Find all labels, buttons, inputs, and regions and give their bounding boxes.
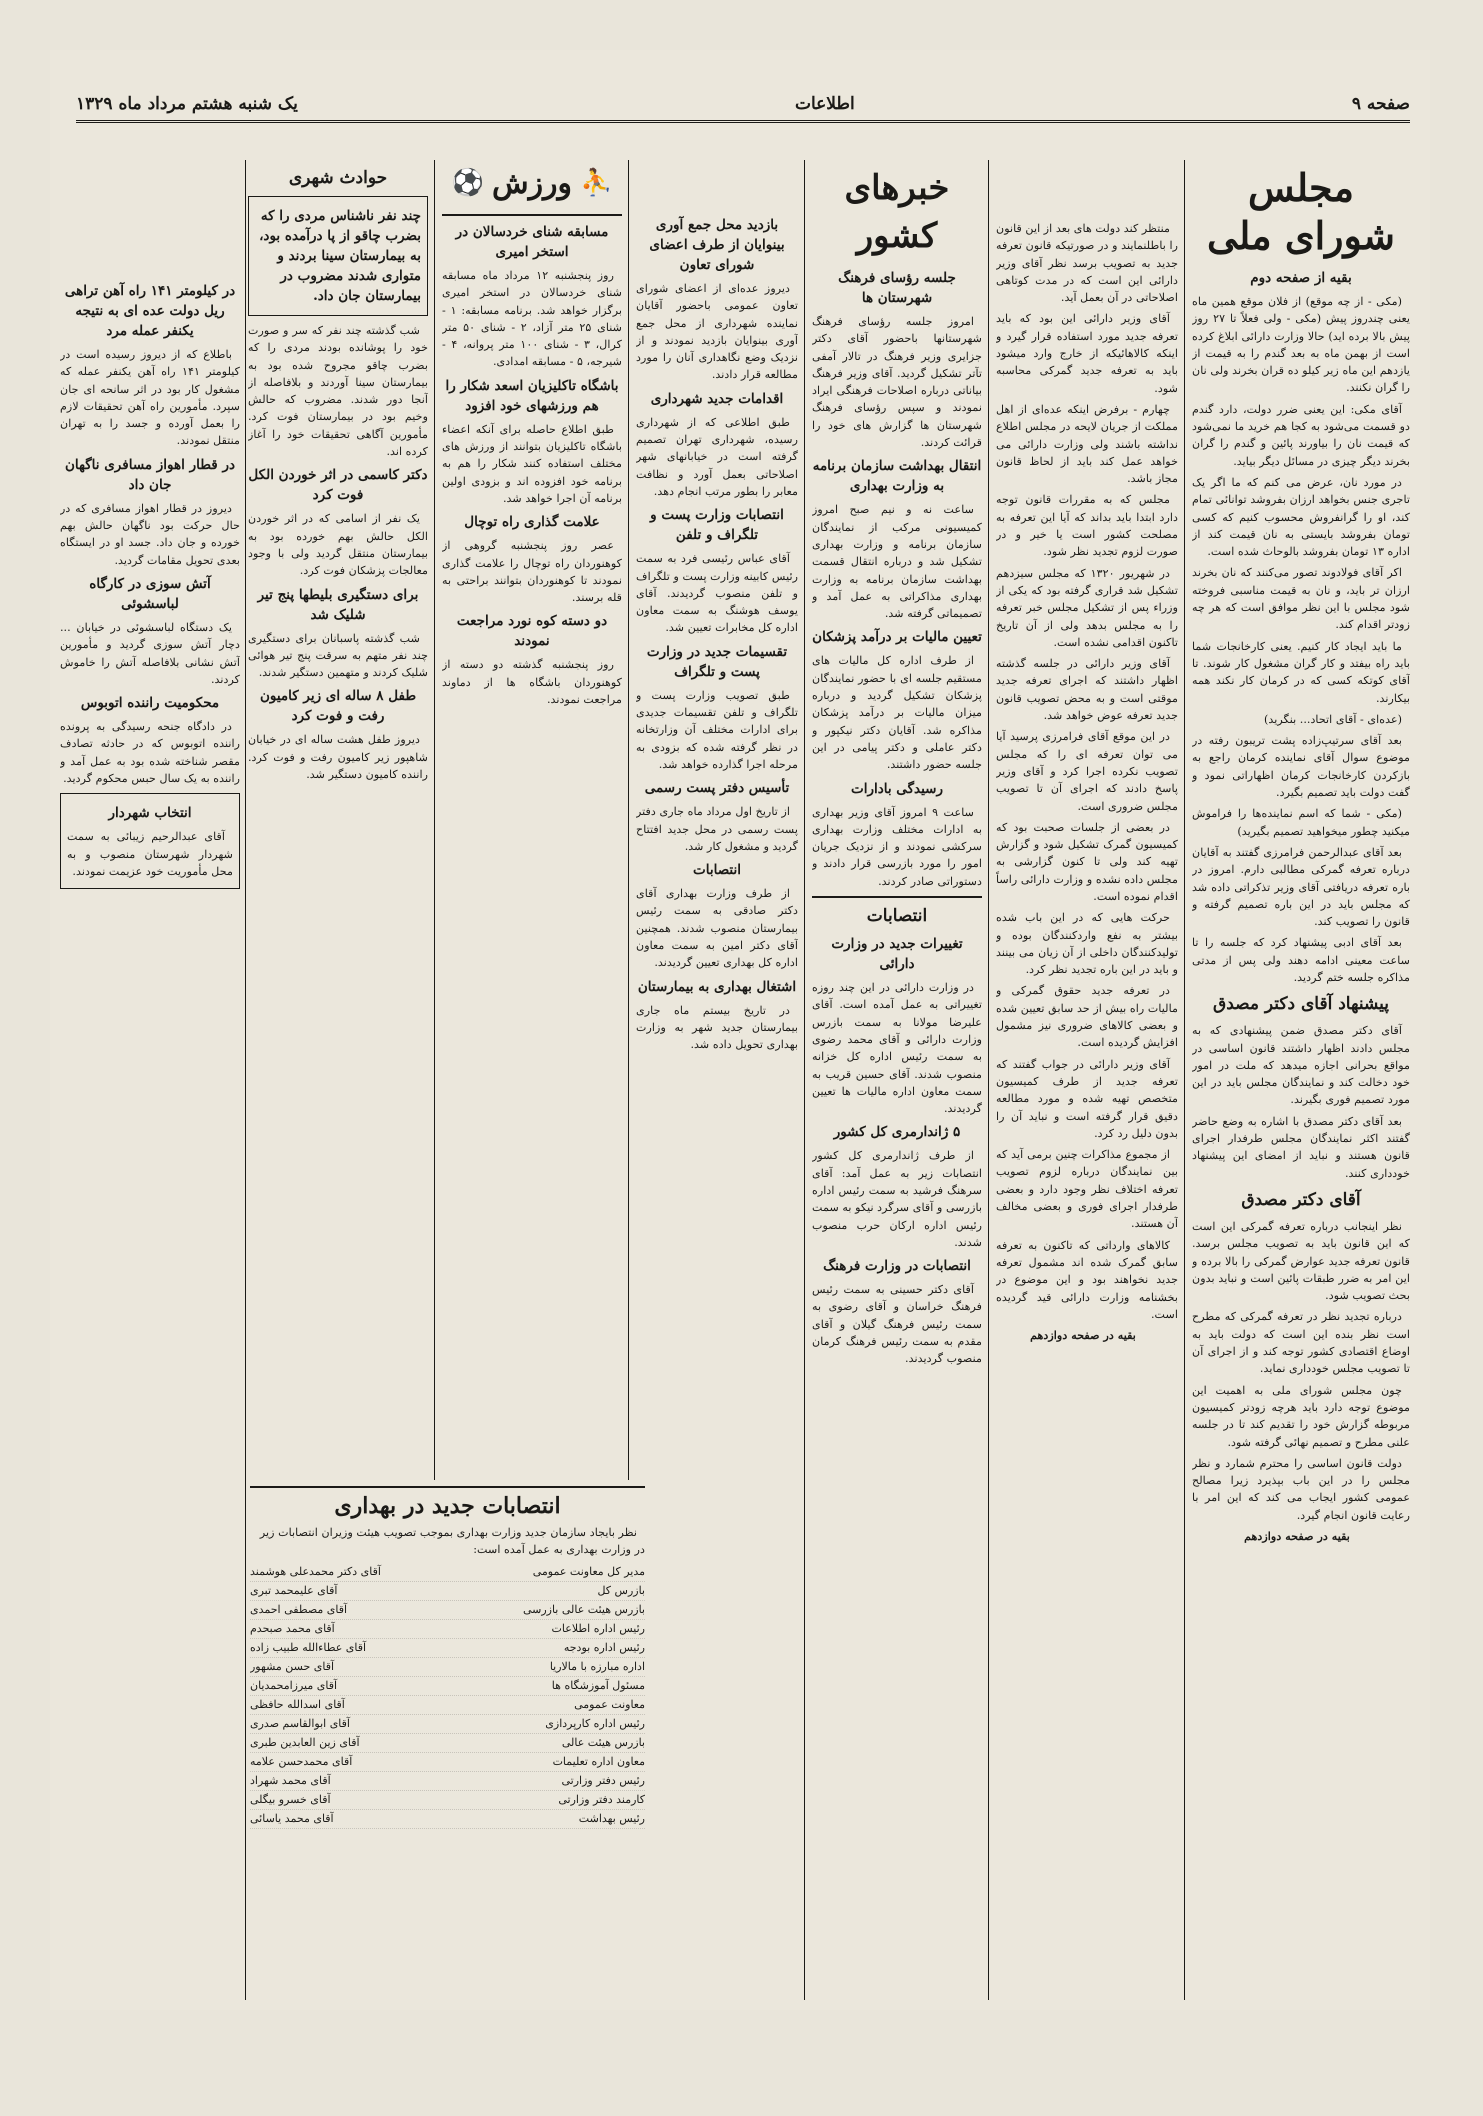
health-appointments [250,1480,645,1990]
section-text: امروز جلسه رؤسای فرهنگ شهرستانها باحضور آقای دکتر جزایری وزیر فرهنگ در تالار آمفی تآتر تشکیل گردید. آقای وزیر فرهنگ بیاناتی درباره اصلاحات فرهنگی ایراد نمودند و سپس رؤسای فرهنگ شهرستان ها گزارش های خود را قرائت کردند. [812,315,982,450]
issue-date: یک شنبه هشتم مرداد ماه ۱۳۲۹ [76,94,298,114]
majlis-paragraph: (مکی - از چه موقع) از فلان موقع همین ماه یعنی چندروز پیش (مکی - ولی فعلاً تا ۲۷ روز پیش بالا برده اید) حالا وزارت دارائی ابلاغ کرده است از بهمن ماه به بعد گندم را به قیمت از یازدهم این ماه زیر کیلو ده قران بخرند ولی نان را گران نکنند. [1192,295,1410,395]
section-title: انتصابات وزارت پست و تلگراف و تلفن [650,507,784,544]
section-text: آقای دکتر حسینی به سمت رئیس فرهنگ خراسان و آقای رضوی به سمت رئیس فرهنگ گیلان و آقای مقدم به سمت رئیس فرهنگ کرمان منصوب گردیدند. [812,1283,982,1366]
section-text: طبق تصویب وزارت پست و تلگراف و تلفن تقسیمات جدیدی برای ادارات مختلف آن وزارتخانه در نظر گرفته شده که بزودی به مرحله اجرا گذارده خواهد شد. [636,688,798,771]
city-headline: حوادث شهری [288,168,388,188]
section-divider [250,1486,645,1488]
section-title: انتصابات [866,906,928,927]
column-rule [1184,160,1185,2000]
section-title: علامت گذاری راه توچال [464,514,600,531]
section-text: دیروز در قطار اهواز مسافری که در حال حرکت بود ناگهان حالش بهم خورده و جان داد. جسد او در ایستگاه بعدی تحویل مقامات گردید. [60,501,240,567]
section-title: جلسه رؤسای فرهنگ شهرستان ها [838,270,956,306]
section-title: محکومیت راننده اتوبوس [80,695,220,712]
majlis2-paragraph: چهارم - برفرض اینکه عده‌ای از اهل مملکت از جریان لایحه در مجلس اطلاع نداشته باشند ولی وزارت دارائی می خواهد عمل کند باید از لحاظ قانون مجاز باشد. [996,402,1178,486]
list-item: رئیس اداره کارپردازی آقای ابوالقاسم صدری [250,1715,645,1734]
section-title: تعیین مالیات بر درآمد پزشکان [812,629,982,646]
sport-column [442,160,622,1470]
list-item: مدیر کل معاونت عمومی آقای دکتر محمدعلی هوشمند [250,1563,645,1582]
mosaddegh-paragraph: چون مجلس شورای ملی به اهمیت این موضوع توجه دارد باید هرچه زودتر کمیسیون مربوطه گزارش خود را تقدیم کند تا در جلسه علنی مطرح و تصمیم نهائی گرفته شود. [1192,1383,1410,1449]
column-rule [804,160,805,2000]
list-item: معاون اداره تعلیمات آقای محمدحسن علامه [250,1753,645,1772]
section-title: انتخاب شهردار [108,805,192,822]
sport-headline: ورزش [491,166,573,201]
section-text: از طرف اداره کل مالیات های مستقیم جلسه ای با حضور نمایندگان پزشکان تشکیل گردید و درباره میزان مالیات بر درآمد پزشکان مذاکره شد. آقایان دکتر نیکپور و دکتر عاملی و دکتر پیامی در این جلسه حضور داشتند. [812,654,982,772]
section-text: در وزارت دارائی در این چند روزه تغییراتی به عمل آمده است. آقای علیرضا مولانا به سمت بازرس وزارت دارائی و آقای محمد رضوی به سمت رئیس اداره کل خزانه منصوب شدند. آقای حسین قریب به سمت معاون اداره مالیات ها تعیین گردیدند. [812,981,982,1116]
section-title: دو دسته کوه نورد مراجعت نمودند [456,613,608,650]
column-rule [628,160,629,1480]
section-title: انتصابات در وزارت فرهنگ [823,1258,971,1275]
section-text: روز پنجشنبه ۱۲ مرداد ماه مسابقه شنای خردسالان در استخر امیری برگزار خواهد شد. برنامه مسابقه: ۱ - شنای ۲۵ متر آزاد، ۲ - شنای ۵۰ متر کرال، ۳ - شنای ۱۰۰ متر پروانه، ۴ - شیرجه، ۵ - مسابقه امدادی. [442,269,622,369]
list-item: معاونت عمومی آقای اسدالله حافظی [250,1696,645,1715]
section-title: باشگاه تاکلیزیان اسعد شکار را هم ورزشهای خود افزود [445,377,619,414]
section-title: دکتر کاسمی در اثر خوردن الکل فوت کرد [248,467,428,504]
majlis2-paragraph: آقای وزیر دارائی در جواب گفتند که تعرفه جدید از طرف کمیسیون متخصص تهیه شده و مورد مطالعه دقیق قرار گرفته است و نباید آن را بدون دلیل رد کرد. [996,1057,1178,1140]
list-item: رئیس اداره بودجه آقای عطاءالله طبیب زاده [250,1639,645,1658]
list-item: بازرس هیئت عالی بازرسی آقای مصطفی احمدی [250,1601,645,1620]
majlis-paragraph: بعد آقای عبدالرحمن فرامرزی گفتند به آقایان درباره تعرفه گمرکی مطالبی دارم. امروز در باره تعرفه دریافتی آقای وزیر تذکراتی داده شد که مجلس باید در این باره تصمیم گرفته و قانون را تصویب کند. [1192,845,1410,929]
section-subtitle: تغییرات جدید در وزارت دارائی [831,936,963,973]
paper-name: اطلاعات [794,94,855,114]
mosaddegh-paragraph: نظر اینجانب درباره تعرفه گمرکی این است که این قانون باید به تصویب مجلس برسد. قانون تعرفه جدید عوارض گمرکی را بالا برده و این امر به ضرر طبقات پائین است و نباید بدون بحث تصویب شود. [1192,1219,1410,1303]
section-text: آقای عبدالرحیم زیبائی به سمت شهردار شهرستان منصوب و به محل مأموریت خود عزیمت نمودند. [67,830,233,878]
majlis-paragraph: (عده‌ای - آقای اتحاد... بنگرید) [1264,712,1402,726]
list-item: رئیس بهداشت آقای محمد یاسائی [250,1810,645,1829]
section-text: در تاریخ بیستم ماه جاری بیمارستان جدید شهر به وزارت بهداری تحویل داده شد. [636,1003,798,1052]
section-title: مسابقه شنای خردسالان در استخر امیری [455,224,609,260]
list-item: اداره مبارزه با مالاریا آقای حسن مشهور [250,1658,645,1677]
section-divider [442,214,622,216]
appointments-list [250,1563,645,1829]
section-title: اقدامات جدید شهرداری [650,390,784,407]
section-title: در کیلومتر ۱۴۱ راه آهن تراهی ریل دولت عده ای به نتیجه یکنفر عمله مرد [64,283,236,339]
majlis-paragraph: (مکی - شما که اسم نماینده‌ها را فراموش میکنید چطور میخواهید تصمیم بگیرید) [1192,807,1410,838]
section-title: بازدید محل جمع آوری بینوایان از طرف اعضای شورای تعاون [649,217,785,273]
mosaddegh-heading-2: آقای دکتر مصدق [1241,1189,1361,1210]
majlis2-paragraph: در بعضی از جلسات صحبت بود که کمیسیون گمرک تشکیل شود و گزارش تهیه کند ولی تا کنون گزارشی به مجلس داده نشده و وزارت دارائی راساً اقدام نموده است. [996,820,1178,903]
list-item: مسئول آموزشگاه ها آقای میرزامحمدیان [250,1677,645,1696]
section-title: در قطار اهواز مسافری ناگهان جان داد [64,456,235,493]
majlis2-paragraph: از مجموع مذاکرات چنین برمی آید که بین نمایندگان درباره لزوم تصویب تعرفه اختلاف نظر وجود دارد و بعضی طرفدار اجرای فوری و بعضی مخالف آن هستند. [996,1148,1178,1231]
majlis2-paragraph: آقای وزیر دارائی در جلسه گذشته اظهار داشتند که اجرای تعرفه جدید موقتی است و به محض تصویب قانون جدید تعرفه عوض خواهد شد. [996,657,1178,723]
list-item: رئیس اداره اطلاعات آقای محمد صبحدم [250,1620,645,1639]
health-intro: نظر بایجاد سازمان جدید وزارت بهداری بموجب تصویب هیئت وزیران انتصابات زیر در وزارت بهداری به عمل آمده است: [259,1526,645,1557]
majlis2-paragraph: مجلس که به مقررات قانون توجه دارد ابتدا باید بداند که آیا این تعرفه به مصلحت کشور است یا خیر و در صورت لزوم تجدید نظر شود. [996,493,1178,559]
section-text: در دادگاه جنحه رسیدگی به پرونده راننده اتوبوس که در حادثه تصادف مقصر شناخته شده بود به عمل آمد و راننده به یک سال حبس محکوم گردید. [60,720,240,786]
mosaddegh-paragraph: بعد آقای دکتر مصدق با اشاره به وضع حاضر گفتند اکثر نمایندگان مجلس طرفدار اجرای قانون هستند و نباید از امضای این پیشنهاد خودداری کنند. [1192,1114,1410,1180]
majlis-column-2 [996,160,1178,2060]
city-top-box-title: چند نفر ناشناس مردی را که بضرب چاقو از پا درآمده بود، به بیمارستان سینا بردند و متواری شدند مضروب در بیمارستان جان داد. [259,208,421,304]
majlis-continued: بقیه از صفحه دوم [1250,270,1352,286]
section-text: آقای عباس رئیسی فرد به سمت رئیس کابینه وزارت پست و تلگراف و تلفن منصوب گردیدند. آقای یوسف هوشنگ به سمت معاون اداره کل مخابرات تعیین شد. [636,552,798,635]
country-news-column [812,160,982,2000]
majlis-paragraph: بعد آقای سرتیپ‌زاده پشت تریبون رفته در موضوع سوال آقای نماینده کرمان راجع به بازکردن کارخانجات کرمان اظهاراتی نمود و گفت دولت باید تصمیم بگیرد. [1192,734,1410,800]
section-text: طبق اطلاع حاصله برای آنکه اعضاء باشگاه تاکلیزیان بتوانند از ورزش های مختلف استفاده کنند شکار را هم به برنامه خود افزوده اند و بزودی اولین برنامه آن اجرا خواهد شد. [442,422,622,505]
section-text: ساعت ۹ امروز آقای وزیر بهداری به ادارات مختلف وزارت بهداری سرکشی نمودند و از نزدیک جریان امور را مورد بازرسی قرار دادند و دستوراتی صادر کردند. [812,805,982,888]
country-news-headline: خبرهای کشور [844,168,950,256]
list-item: رئیس دفتر وزارتی آقای محمد شهراد [250,1772,645,1791]
section-text: باطلاع که از دیروز رسیده است در کیلومتر ۱۴۱ راه آهن یکنفر عمله که مشغول کار بود در اثر سانحه ای جان سپرد. مأمورین راه آهن تحقیقات لازم را بعمل آورده و جسد را به تهران منتقل نمودند. [60,348,240,448]
section-title: تقسیمات جدید در وزارت پست و تلگراف [646,643,788,680]
country-news-column-2 [636,160,798,2050]
sport-header [442,160,622,208]
column-rule [988,160,989,2000]
health-headline: انتصابات جدید در بهداری [334,1493,561,1519]
mosaddegh-paragraph: درباره تجدید نظر در تعرفه گمرکی که مطرح است نظر بنده این است که دولت باید به اوضاع اقتصادی کشور توجه کند و از اجرای آن تا تصویب مجلس خودداری نماید. [1192,1310,1410,1376]
majlis2-paragraph: در تعرفه جدید حقوق گمرکی و مالیات راه بیش از حد سابق تعیین شده و بعضی کالاهای ضروری نیز مشمول افزایش گردیده است. [996,984,1178,1050]
list-item: بازرس هیئت عالی آقای زین العابدین طبری [250,1734,645,1753]
masthead [76,86,1410,123]
majlis2-paragraph: حرکت هایی که در این باب شده بیشتر به نفع واردکنندگان بوده و تولیدکنندگان داخلی از آن زیان می بینند و باید در این باره تجدید نظر کرد. [996,911,1178,977]
majlis-paragraph: در مورد نان، عرض می کنم که ما اگر یک تاجری جنس بخواهد ارزان بفروشد توانائی تمام کند، او را گرانفروش محسوب کنیم که کسی تومان بفروشد بایستی به نان قیمت کند از اداره ۱۳ تومان بفروشد بالوحاث شده است. [1192,475,1410,559]
majlis-paragraph: ما باید ایجاد کار کنیم. یعنی کارخانجات شما باید راه بیفتد و کار گران مشغول کار شوند. تا آقای کوتکه کسی که در کرمان کار نکند همه بیکارند. [1192,639,1410,705]
mosaddegh-paragraph: آقای دکتر مصدق ضمن پیشنهادی که به مجلس دادند اظهار داشتند قانون اساسی در مواقع بحرانی اجازه میدهد که ملت در امور خود دخالت کند و نمایندگان مجلس باید در این مورد تصمیم فوری بگیرند. [1192,1024,1410,1107]
city-top-box-text: شب گذشته چند نفر که سر و صورت خود را پوشانده بودند مردی را که بضرب چاقو مجروح شده بود به بیمارستان سینا آوردند و بلافاصله از آنجا دور شدند. مضروب که حالش وخیم بود در بیمارستان فوت کرد. مأمورین آگاهی تحقیقات خود را آغاز کرده اند. [248,324,428,459]
continued-note: بقیه در صفحه دوازدهم [1030,1328,1136,1343]
runner-icon: ⛹ [580,168,613,199]
city-column [248,160,428,1470]
section-title: ۵ ژاندارمری کل کشور [833,1124,961,1141]
majlis2-paragraph: در این موقع آقای فرامرزی پرسید آیا می توان تعرفه ای را که مجلس تصویب نکرده اجرا کرد و آقای وزیر پاسخ دادند که اجرای آن تا تصویب مجلس ضروری است. [996,730,1178,813]
column-rule [434,160,435,1480]
continued-note: بقیه در صفحه دوازدهم [1244,1529,1350,1543]
section-title: طفل ۸ ساله ای زیر کامیون رفت و فوت کرد [259,688,417,725]
section-text: از تاریخ اول مرداد ماه جاری دفتر پست رسمی در محل جدید افتتاح گردید و مشغول کار شد. [636,805,798,853]
section-text: ساعت نه و نیم صبح امروز کمیسیونی مرکب از نمایندگان سازمان برنامه و وزارت بهداری تشکیل شد و درباره انتقال قسمت بهداشت سازمان برنامه به وزارت بهداری مذاکراتی به عمل آمد و تصمیماتی گرفته شد. [812,503,982,621]
section-text: دیروز عده‌ای از اعضای شورای تعاون عمومی باحضور آقایان نماینده شهرداری از محل جمع آوری بینوایان بازدید نمودند و از نزدیک وضع نگاهداری آنان را مورد مطالعه قرار دادند. [636,282,798,382]
section-text: طبق اطلاعی که از شهرداری رسیده، شهرداری تهران تصمیم گرفته است در خیابانهای شهر اصلاحاتی بعمل آورد و نظافت معابر را بطور مرتب انجام دهد. [636,415,798,498]
section-text: روز پنجشنبه گذشته دو دسته از کوهنوردان باشگاه ها از دماوند مراجعت نمودند. [442,658,622,707]
column-rule [245,160,246,2000]
majlis2-paragraph: در شهریور ۱۳۲۰ که مجلس سیزدهم تشکیل شد قراری گرفته بود که یکی از وزراء پس از تشکیل مجلس خبر تعرفه را به مجلس بدهد ولی از آن تاریخ تاکنون اقدامی نشده است. [996,566,1178,649]
majlis-paragraph: آقای مکی: این یعنی ضرر دولت، دارد گندم دو قسمت می‌شود به کجا هم خرید ما نمی‌شود که قیمت نان را بیاورند پائین و گندم را گران بخرند دیگر چیزی در مسائل دیگر بیاید. [1192,402,1410,468]
section-title: تأسیس دفتر پست رسمی [644,780,790,797]
majlis2-paragraph: کالاهای وارداتی که تاکنون به تعرفه سابق گمرک شده اند مشمول تعرفه جدید نخواهند بود و این موضوع در بخشنامه وزارت دارائی قید گردیده است. [996,1238,1178,1321]
newspaper-page [50,50,1430,2010]
section-text: دیروز طفل هشت ساله ای در خیابان شاهپور زیر کامیون رفت و فوت کرد. راننده کامیون دستگیر شد. [248,733,428,782]
mosaddegh-heading: پیشنهاد آقای دکتر مصدق [1213,994,1389,1015]
majlis-paragraph: اکر آقای فولادوند تصور می‌کنند که نان بخرند ارزان تر باید، و نان به قیمت مناسبی فروخته شود مجلس با این نظر موافق است که هر چه زودتر اقدام کند. [1192,566,1410,632]
mayor-box [60,793,240,889]
majlis2-paragraph: آقای وزیر دارائی این بود که باید تعرفه جدید مورد استفاده قرار گیرد و اینکه کالاهائیکه از خارج وارد میشود باید به تعرفه جدید گمرکی محاسبه شود. [996,312,1178,395]
section-title: انتقال بهداشت سازمان برنامه به وزارت بهداری [812,458,982,495]
section-title: برای دستگیری بلیطها پنج تیر شلیک شد [257,586,419,623]
section-title: رسیدگی بادارات [851,780,943,797]
section-text: از طرف ژاندارمری کل کشور انتصابات زیر به عمل آمد: آقای سرهنگ فرشید به سمت رئیس اداره بازرسی و آقای سرگرد نیکو به سمت رئیس اداره ارکان حرب منصوب شدند. [812,1149,982,1249]
section-title: انتصابات [693,862,741,879]
page-number: صفحه ۹ [1351,94,1410,114]
section-text: یک دستگاه لباسشوئی در خیابان ... دچار آتش سوزی گردید و مأمورین آتش نشانی بلافاصله آتش را خاموش کردند. [60,620,240,686]
section-title: اشتغال بهداری به بیمارستان [637,978,797,995]
majlis2-paragraph: منتظر کند دولت های بعد از این قانون را باطلنمایند و در صورتیکه قانون تعرفه جدید به تصویب برسد نظر آقای وزیر دارائی این است که در مدت کوتاهی اصلاحاتی در آن بعمل آید. [996,222,1178,305]
section-title: آتش سوزی در کارگاه لباسشوئی [89,575,211,612]
city-column-2 [60,160,240,2116]
city-top-box [248,196,428,316]
majlis-paragraph: بعد آقای ادبی پیشنهاد کرد که جلسه را تا ساعت معینی ادامه دهند ولی پس از مدتی مذاکره جلسه ختم گردید. [1192,936,1410,984]
football-icon: ⚽ [451,168,484,199]
majlis-headline: مجلس شورای ملی [1207,165,1395,258]
list-item: کارمند دفتر وزارتی آقای خسرو بیگلی [250,1791,645,1810]
section-text: عصر روز پنجشنبه گروهی از کوهنوردان راه توچال را علامت گذاری نمودند تا کوهنوردان بتوانند براحتی به قله برسند. [442,539,622,605]
section-text: از طرف وزارت بهداری آقای دکتر صادقی به سمت رئیس بیمارستان منصوب شدند. همچنین آقای دکتر امین به سمت معاون اداره کل بهداری تعیین گردیدند. [636,887,798,970]
section-text: شب گذشته پاسبانان برای دستگیری چند نفر متهم به سرقت پنج تیر هوائی شلیک کردند و متهمین دستگیر شدند. [248,631,428,680]
section-divider [812,896,982,898]
majlis-column [1192,160,1410,2000]
section-text: یک نفر از اسامی که در اثر خوردن الکل حالش بهم خورده بود به بیمارستان منتقل گردید ولی با وجود معالجات پزشکان فوت کرد. [248,512,428,578]
list-item: بازرس کل آقای علیمحمد تبری [250,1582,645,1601]
mosaddegh-paragraph: دولت قانون اساسی را محترم شمارد و نظر مجلس را در این باب بپذیرد زیرا مصالح عمومی کشور ایجاب می کند که این امر با رعایت قانون انجام گیرد. [1192,1456,1410,1522]
